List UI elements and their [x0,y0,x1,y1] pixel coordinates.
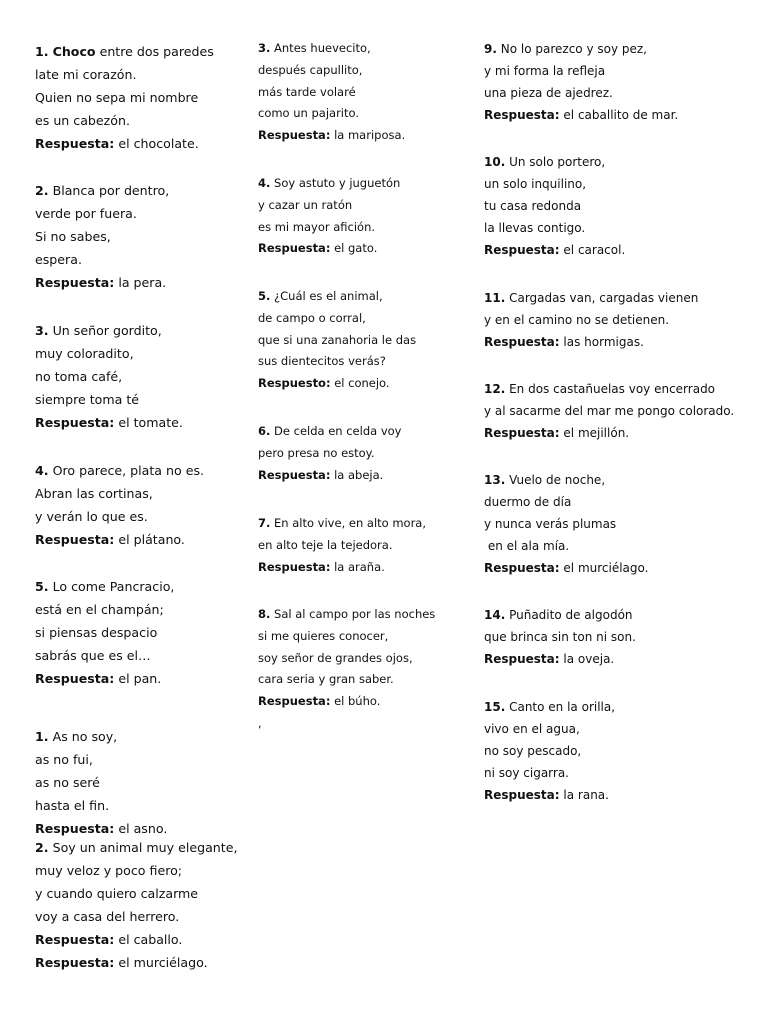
riddle-text: En alto vive, en alto mora, [274,516,427,530]
answer-label: Respuesta: [35,275,115,290]
riddle-line: que si una zanahoria le das [258,332,417,347]
riddle-answer [258,691,435,713]
riddle-line [484,287,698,309]
riddle-number: 1. [35,44,49,59]
riddle-line: y nunca verás plumas [484,517,617,531]
riddle-line: verde por fuera. [35,206,137,221]
riddle-answer-extra [35,951,237,974]
riddle-5 [35,575,174,690]
answer-label: Respuesta: [484,108,560,122]
answer-text: la pera. [118,275,167,290]
riddle-line: sabrás que es el… [35,648,151,663]
riddle-9 [484,38,678,126]
riddle-4 [35,459,204,551]
riddle-number: 5. [258,289,271,303]
riddle-line [484,604,636,626]
riddle-answer [35,528,204,551]
riddle-line [484,151,625,173]
riddle-answer [35,667,174,690]
riddle-line: y al sacarme del mar me pongo colorado. [484,404,735,418]
riddle-line [258,38,405,60]
answer-label: Respuesta: [484,335,560,349]
riddle-line [258,173,400,195]
riddle-number: 5. [35,579,49,594]
riddle-number: 7. [258,516,271,530]
riddle-number: 9. [484,42,497,56]
riddle-1 [35,40,214,155]
answer-label: Respuesta: [35,415,115,430]
riddle-text: En dos castañuelas voy encerrado [509,382,716,396]
trailing-comma: , [258,715,262,730]
riddle-line: la llevas contigo. [484,221,586,235]
riddle-line [484,696,615,718]
riddle-text: Sal al campo por las noches [274,607,436,621]
riddle-line: no soy pescado, [484,744,582,758]
answer-label: Respuesta: [35,671,115,686]
riddle-text: No lo parezco y soy pez, [500,42,647,56]
riddle-number: 14. [484,608,506,622]
riddle-text: Lo come Pancracio, [52,579,175,594]
answer-label: Respuesta: [484,561,560,575]
riddle-line [258,513,426,535]
answer-text: el caballito de mar. [563,108,679,122]
riddle-line: as no fui, [35,752,93,767]
riddle-2 [35,179,169,294]
riddle-number: 8. [258,607,271,621]
riddle-line: y mi forma la refleja [484,64,606,78]
answer-label: Respuesta: [484,243,560,257]
answer-label: Respuesta: [258,694,331,709]
answer-label: Respuesta: [35,136,115,151]
riddle-answer [258,125,405,147]
riddle-number: 4. [258,176,271,190]
riddle-text: Cargadas van, cargadas vienen [509,291,699,305]
answer-label: Respuesta: [258,559,331,574]
riddle-line [258,421,401,443]
riddle-answer [258,557,426,579]
answer-text: el conejo. [334,376,390,391]
answer-label: Respuesta: [35,932,115,947]
riddle-answer [35,928,237,951]
riddle-answer [258,373,416,395]
riddle-line: Quien no sepa mi nombre [35,90,199,105]
riddle-line: ni soy cigarra. [484,766,569,780]
riddle-line: cara seria y gran saber. [258,672,394,687]
riddle-line: as no seré [35,775,100,790]
riddle-text: Soy un animal muy elegante, [52,840,238,855]
answer-text: el murciélago. [563,561,649,575]
riddle-text: De celda en celda voy [274,424,402,438]
riddle-line [484,38,678,60]
answer-text: la abeja. [334,467,384,482]
riddle-answer [35,271,169,294]
riddle-line: espera. [35,252,82,267]
riddle-line: no toma café, [35,369,123,384]
riddle-15 [484,696,615,806]
riddle-number: 10. [484,155,506,169]
riddle-text: Oro parece, plata no es. [52,463,205,478]
answer-label: Respuesto: [258,376,331,391]
riddle-line: si me quieres conocer, [258,628,389,643]
riddle-answer [258,465,401,487]
riddle-line: y cazar un ratón [258,197,353,212]
riddle-number: 6. [258,424,271,438]
answer-label: Respuesta: [484,426,560,440]
riddle-line: en alto teje la tejedora. [258,537,393,552]
riddle-line [484,378,734,400]
riddle-line: como un pajarito. [258,106,359,121]
riddle-line: si piensas despacio [35,625,158,640]
riddle-number: 1. [35,729,49,744]
riddle-text: Un señor gordito, [52,323,162,338]
riddle-number: 13. [484,473,506,487]
riddle-text: Blanca por dentro, [52,183,170,198]
riddle-6b [258,421,401,486]
answer-text: el asno. [118,821,168,836]
riddle-line: pero presa no estoy. [258,445,375,460]
riddle-line: después capullito, [258,62,363,77]
answer-text: el tomate. [118,415,183,430]
answer-label: Respuesta: [484,788,560,802]
riddle-line: late mi corazón. [35,67,137,82]
riddle-11 [484,287,698,353]
riddle-line [35,179,169,202]
riddle-13 [484,469,648,579]
riddle-3 [35,319,183,434]
riddle-line: Si no sabes, [35,229,111,244]
riddle-line: está en el champán; [35,602,164,617]
riddle-line [35,836,237,859]
riddle-answer [484,239,625,261]
riddle-line: es un cabezón. [35,113,130,128]
riddle-number: 2. [35,183,49,198]
riddle-text: Puñadito de algodón [509,608,633,622]
riddle-lead-word: Choco [52,44,96,59]
answer-text: el caracol. [563,243,626,257]
riddle-text: entre dos paredes [99,44,214,59]
riddle-line: sus dientecitos verás? [258,354,386,369]
riddle-7 [35,836,237,974]
riddle-5b [258,286,416,395]
riddle-number: 11. [484,291,506,305]
riddle-10 [484,151,625,261]
riddle-line: hasta el fin. [35,798,110,813]
riddle-answer [484,331,698,353]
riddle-line: que brinca sin ton ni son. [484,630,636,644]
riddle-line: un solo inquilino, [484,177,587,191]
riddle-12 [484,378,734,444]
riddle-text: ¿Cuál es el animal, [274,289,383,303]
answer-text: el gato. [334,241,378,256]
answer-label: Respuesta: [35,955,115,970]
riddle-answer [484,422,734,444]
riddle-answer [35,132,214,155]
riddle-number: 3. [35,323,49,338]
answer-label: Respuesta: [484,652,560,666]
riddle-line [484,469,648,491]
riddle-line: y en el camino no se detienen. [484,313,670,327]
riddle-line: muy coloradito, [35,346,134,361]
riddle-7b [258,513,426,578]
riddle-line: es mi mayor afición. [258,219,376,234]
answer-text: la araña. [334,559,385,574]
riddle-answer [484,104,678,126]
answer-text: el pan. [118,671,162,686]
riddle-line: muy veloz y poco fiero; [35,863,183,878]
answer-text: las hormigas. [563,335,644,349]
riddle-line: duermo de día [484,495,572,509]
riddle-line [35,725,167,748]
riddle-line: soy señor de grandes ojos, [258,650,413,665]
answer-text: el búho. [334,694,381,709]
riddle-text: Antes huevecito, [274,41,371,55]
answer-text: el mejillón. [563,426,630,440]
answer-label: Respuesta: [258,241,331,256]
riddle-line: tu casa redonda [484,199,582,213]
riddle-text: As no soy, [52,729,118,744]
riddle-line: más tarde volaré [258,84,356,99]
riddle-answer [258,238,400,260]
answer-label: Respuesta: [35,821,115,836]
riddle-number: 2. [35,840,49,855]
riddle-line [35,575,174,598]
riddle-line: siempre toma té [35,392,140,407]
riddle-number: 12. [484,382,506,396]
riddle-line [35,319,183,342]
riddle-text: Un solo portero, [509,155,606,169]
riddle-text: Canto en la orilla, [509,700,616,714]
riddle-6 [35,725,167,840]
riddle-answer [484,557,648,579]
riddle-line: en el ala mía. [484,539,570,553]
riddle-line: una pieza de ajedrez. [484,86,613,100]
riddle-line [35,40,214,63]
riddle-line: Abran las cortinas, [35,486,153,501]
riddle-answer [35,411,183,434]
answer-text: la mariposa. [334,128,406,143]
riddle-8b [258,604,435,735]
answer-text: el chocolate. [118,136,199,151]
answer-text: la oveja. [563,652,615,666]
riddle-line [258,604,435,626]
riddle-text: Soy astuto y juguetón [274,176,401,190]
answer-label: Respuesta: [35,532,115,547]
riddle-line: voy a casa del herrero. [35,909,180,924]
riddle-line: de campo o corral, [258,310,366,325]
answer-label: Respuesta: [258,128,331,143]
answer-text: la rana. [563,788,609,802]
answer-label: Respuesta: [258,467,331,482]
riddle-number: 3. [258,41,271,55]
riddle-number: 15. [484,700,506,714]
riddle-4b [258,173,400,260]
answer-text: el murciélago. [118,955,208,970]
riddle-number: 4. [35,463,49,478]
riddle-answer [484,648,636,670]
riddle-3b [258,38,405,147]
riddle-line [35,459,204,482]
riddle-line: vivo en el agua, [484,722,580,736]
riddle-14 [484,604,636,670]
answer-text: el plátano. [118,532,185,547]
riddle-line: y verán lo que es. [35,509,148,524]
riddle-text: Vuelo de noche, [509,473,606,487]
riddle-answer [484,784,615,806]
riddle-line: y cuando quiero calzarme [35,886,199,901]
riddle-line [258,286,416,308]
answer-text: el caballo. [118,932,183,947]
